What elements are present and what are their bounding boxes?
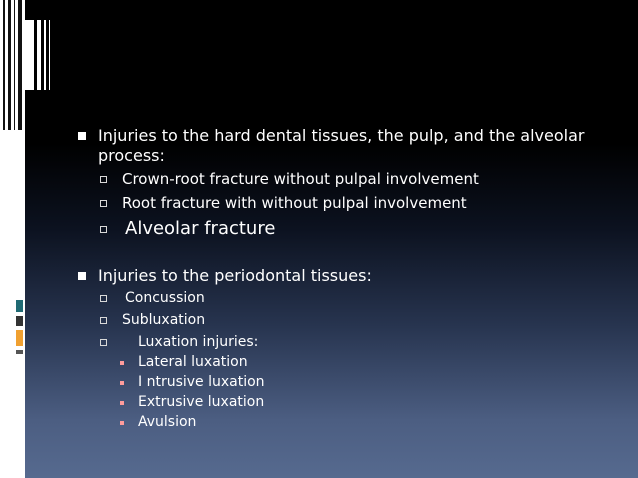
small-square-bullet-icon <box>120 401 124 405</box>
small-square-bullet-icon <box>120 381 124 385</box>
vertical-lines-decoration <box>0 0 25 130</box>
teal-accent-block <box>16 300 23 312</box>
square-bullet-icon <box>78 272 86 280</box>
bullet-text: Lateral luxation <box>138 354 248 370</box>
orange-accent-block <box>16 330 23 346</box>
dark-accent-block <box>16 316 23 326</box>
small-square-bullet-icon <box>120 421 124 425</box>
bullet-text: Concussion <box>125 290 205 306</box>
top-corner-decoration <box>25 0 55 110</box>
dark-accent-block-2 <box>16 350 23 354</box>
bullet-text: Avulsion <box>138 414 197 430</box>
bullet-text: Crown-root fracture without pulpal involvement <box>122 170 479 188</box>
hollow-square-bullet-icon <box>100 176 107 183</box>
bullet-text: Root fracture with without pulpal involvement <box>122 194 467 212</box>
left-decorative-strip <box>0 0 25 478</box>
bullet-text: I ntrusive luxation <box>138 374 265 390</box>
hollow-square-bullet-icon <box>100 226 107 233</box>
hollow-square-bullet-icon <box>100 295 107 302</box>
bullet-text: Injuries to the hard dental tissues, the pulp, and the alveolar <box>98 126 585 145</box>
bullet-text-continuation: process: <box>98 146 165 165</box>
bullet-text: Subluxation <box>122 312 206 328</box>
hollow-square-bullet-icon <box>100 317 107 324</box>
hollow-square-bullet-icon <box>100 200 107 207</box>
small-square-bullet-icon <box>120 361 124 365</box>
bullet-text: Alveolar fracture <box>125 218 276 239</box>
bullet-text: Luxation injuries: <box>138 334 259 350</box>
bullet-text: Extrusive luxation <box>138 394 265 410</box>
bullet-text: Injuries to the periodontal tissues: <box>98 266 372 285</box>
square-bullet-icon <box>78 132 86 140</box>
hollow-square-bullet-icon <box>100 339 107 346</box>
